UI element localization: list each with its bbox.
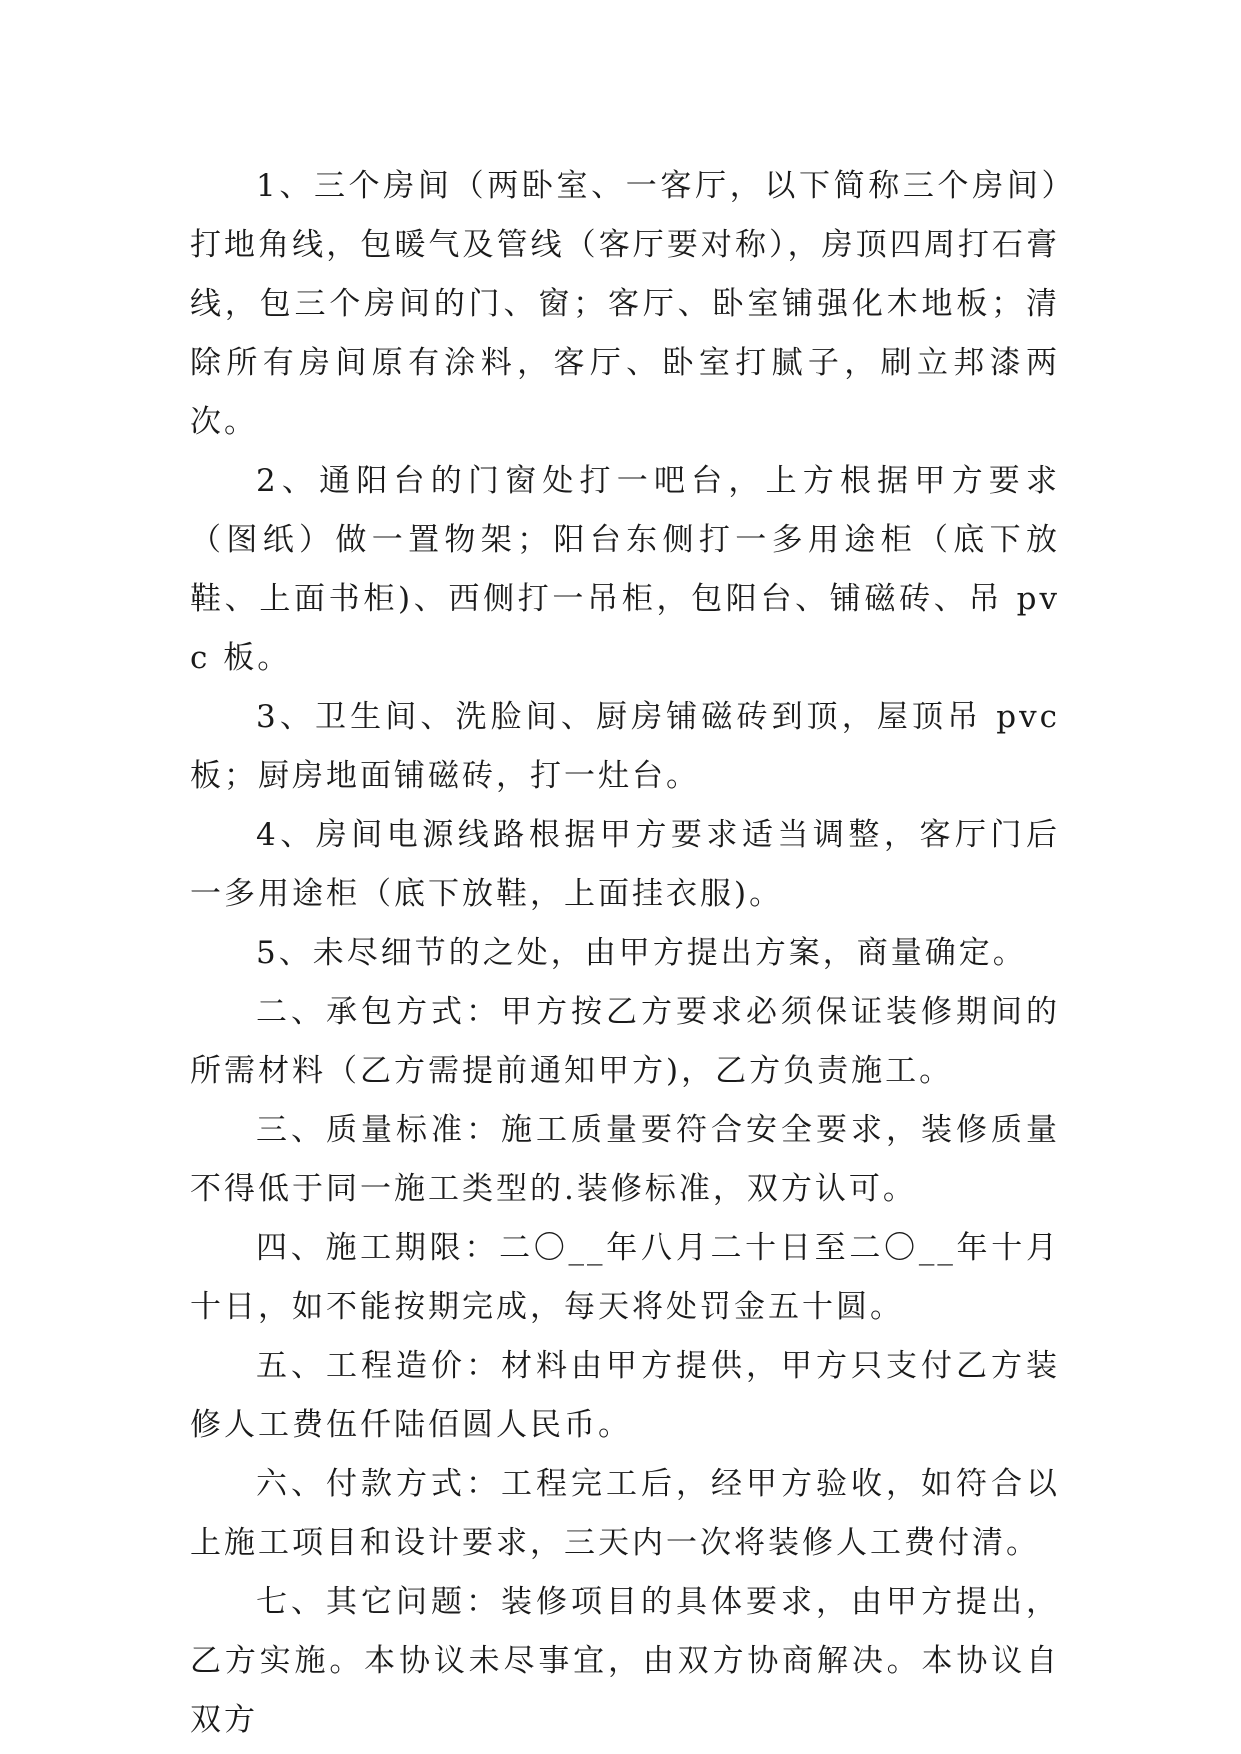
document-body <box>190 157 1060 1750</box>
paragraph-item-3-bathroom-kitchen: 3、卫生间、洗脸间、厨房铺磁砖到顶，屋顶吊 pvc 板；厨房地面铺磁砖，打一灶台。 <box>190 699 1060 794</box>
paragraph-construction-period: 四、施工期限：二〇__年八月二十日至二〇__年十月十日，如不能按期完成，每天将处罚金五十圆。 <box>190 1230 1060 1325</box>
paragraph-contract-method: 二、承包方式：甲方按乙方要求必须保证装修期间的所需材料（乙方需提前通知甲方)，乙方负责施工。 <box>190 994 1060 1089</box>
paragraph-project-cost: 五、工程造价：材料由甲方提供，甲方只支付乙方装修人工费伍仟陆佰圆人民币。 <box>190 1348 1060 1443</box>
paragraph-payment-method: 六、付款方式：工程完工后，经甲方验收，如符合以上施工项目和设计要求，三天内一次将装修人工费付清。 <box>190 1466 1060 1561</box>
paragraph-other-issues: 七、其它问题：装修项目的具体要求，由甲方提出，乙方实施。本协议未尽事宜，由双方协商解决。本协议自双方 <box>190 1584 1060 1738</box>
paragraph-quality-standard: 三、质量标准：施工质量要符合安全要求，装修质量不得低于同一施工类型的.装修标准，双方认可。 <box>190 1112 1060 1207</box>
paragraph-item-4-electrical: 4、房间电源线路根据甲方要求适当调整，客厅门后一多用途柜（底下放鞋，上面挂衣服)。 <box>190 817 1060 912</box>
paragraph-item-1-rooms: 1、三个房间（两卧室、一客厅，以下简称三个房间）打地角线，包暖气及管线（客厅要对称），房顶四周打石膏线，包三个房间的门、窗；客厅、卧室铺强化木地板；清除所有房间原有涂料，客厅、卧室打腻子，刷立邦漆两次。 <box>190 168 1060 440</box>
paragraph-item-2-balcony: 2、通阳台的门窗处打一吧台，上方根据甲方要求（图纸）做一置物架；阳台东侧打一多用途柜（底下放鞋、上面书柜)、西侧打一吊柜，包阳台、铺磁砖、吊 pvc 板。 <box>190 463 1060 676</box>
paragraph-item-5-details: 5、未尽细节的之处，由甲方提出方案，商量确定。 <box>256 935 1027 971</box>
